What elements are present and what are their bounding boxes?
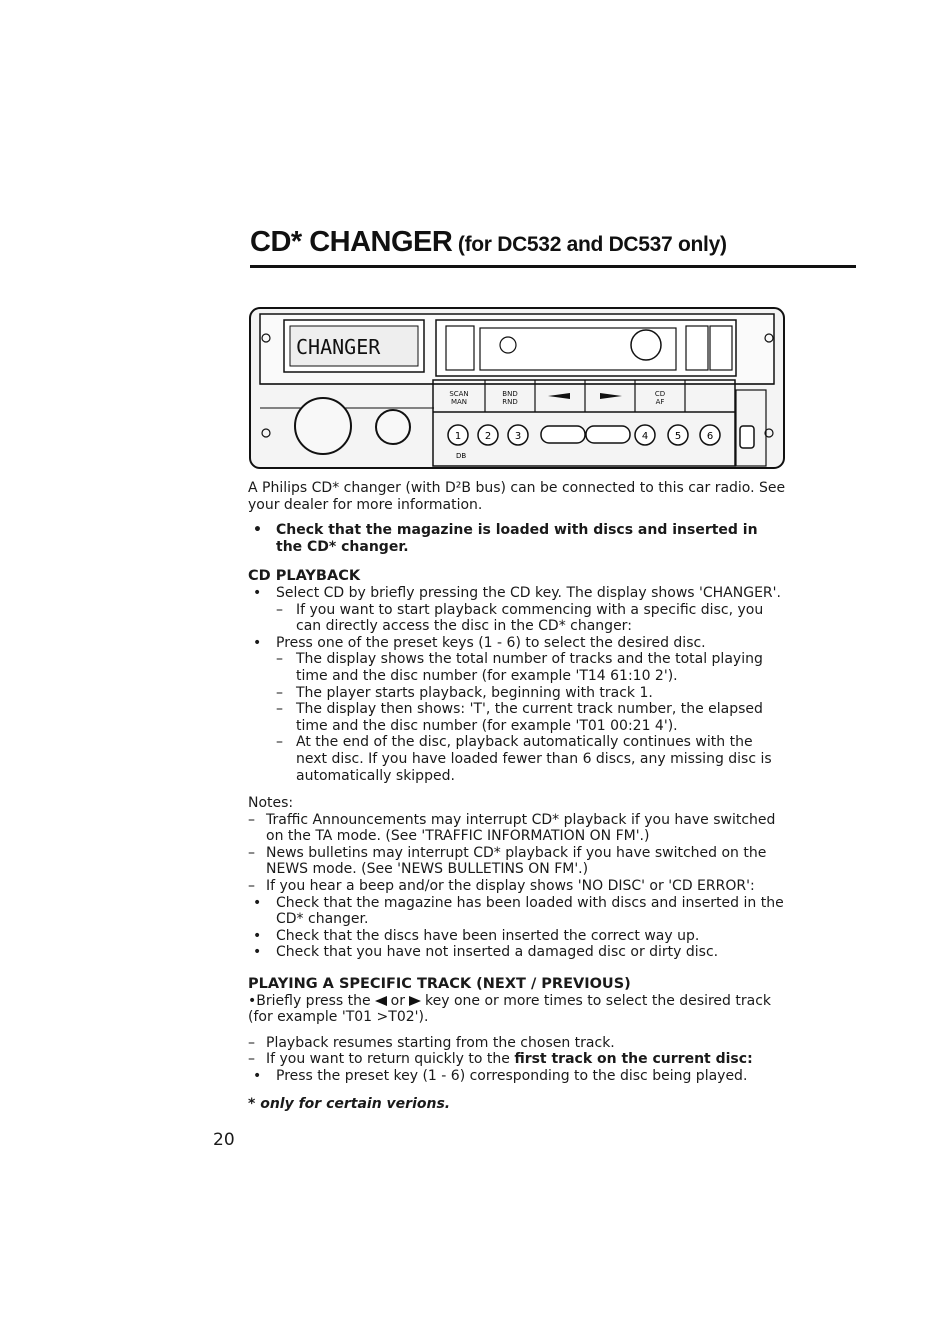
first-track-bold: first track on the current disc: [514,1051,753,1068]
return-text: If you want to return quickly to the [266,1051,510,1068]
svg-text:5: 5 [674,431,682,442]
cd-button-label-top: CD [654,390,666,398]
list-item: – Traffic Announcements may interrupt CD* playback if you have switched on the TA mode. (See 'TRAFFIC INFORMATION ON FM'.) [248,812,788,845]
svg-text:4: 4 [641,431,649,442]
preset-key-3[interactable] [508,425,528,445]
cd-playback-heading: CD PLAYBACK [248,568,361,585]
preset-key-5[interactable] [668,425,688,445]
list-item: • Check that the magazine has been loaded with discs and inserted in the CD* changer. [248,895,788,928]
preset-key-2[interactable] [478,425,498,445]
specific-track-paragraph: •Briefly press the or key one or more times to select the desired track (for example 'T01 >T02'). [248,992,771,1026]
list-item: – The player starts playback, beginning with track 1. [248,685,788,702]
list-item: – The display then shows: 'T', the current track number, the elapsed time and the disc number (for example 'T01 00:21 4'). [248,701,788,734]
page-number: 20 [213,1130,235,1150]
svg-text:1: 1 [454,431,462,442]
volume-knob[interactable] [295,398,351,454]
footnote: * only for certain verions. [248,1095,451,1112]
svg-text:2: 2 [484,431,492,442]
list-item: • Check that the discs have been inserted the correct way up. [248,928,788,945]
page-title-main: CD* CHANGER [250,226,453,258]
list-item: – At the end of the disc, playback automatically continues with the next disc. If you have loaded fewer than 6 discs, any missing disc is automatically skipped. [248,734,788,784]
list-item: • Check that you have not inserted a damaged disc or dirty disc. [248,944,788,961]
preset-key-4[interactable] [635,425,655,445]
list-item: – The display shows the total number of tracks and the total playing time and the disc number (for example 'T14 61:10 2'). [248,651,788,684]
preset-key-1[interactable] [448,425,468,445]
check-magazine-note: • Check that the magazine is loaded with discs and inserted in the CD* changer. [248,522,788,555]
list-item: – Playback resumes starting from the chosen track. [248,1035,788,1052]
preset-sub-label: DB [456,452,467,460]
scan-button-label-bottom: MAN [450,398,468,406]
list-item: – If you hear a beep and/or the display shows 'NO DISC' or 'CD ERROR': [248,878,788,895]
track-text-a: Briefly press the [256,992,371,1009]
tuning-knob[interactable] [376,410,410,444]
band-button-label-top: BND [502,390,518,398]
next-arrow-icon [409,996,421,1006]
page-title [250,226,856,268]
list-item: • Select CD by briefly pressing the CD key. The display shows 'CHANGER'. [248,585,788,602]
band-button-label-bottom: RND [502,398,518,406]
list-item: – If you want to start playback commencing with a specific disc, you can directly access the disc in the CD* changer: [248,602,788,635]
list-item: • Press the preset key (1 - 6) corresponding to the disc being played. [248,1068,788,1085]
intro-paragraph: A Philips CD* changer (with D²B bus) can be connected to this car radio. See your dealer for more information. [248,480,786,513]
notes-heading: Notes: [248,795,294,812]
eject-button-left[interactable] [541,426,585,443]
eject-button-right[interactable] [586,426,630,443]
cd-button-label-bottom: AF [655,398,665,406]
scan-button-label-top: SCAN [449,390,469,398]
svg-text:3: 3 [514,431,522,442]
specific-track-heading: PLAYING A SPECIFIC TRACK (NEXT / PREVIOUS) [248,976,631,993]
list-item: – News bulletins may interrupt CD* playback if you have switched on the NEWS mode. (See 'NEWS BULLETINS ON FM'.) [248,845,788,878]
track-text-or: or [390,992,405,1009]
preset-key-6[interactable] [700,425,720,445]
track-text-b: key one or more times to select the desired track (for example 'T01 >T02'). [248,992,771,1026]
list-item [248,1051,788,1068]
list-item: • Press one of the preset keys (1 - 6) to select the desired disc. [248,635,788,652]
release-button[interactable] [740,426,754,448]
car-radio-illustration [248,300,786,472]
car-radio-drawing [248,300,786,472]
page-title-sub: (for DC532 and DC537 only) [452,233,727,256]
svg-text:6: 6 [706,431,714,442]
radio-display-text: CHANGER [296,335,381,359]
body-text [248,480,788,1112]
previous-arrow-icon [375,996,387,1006]
